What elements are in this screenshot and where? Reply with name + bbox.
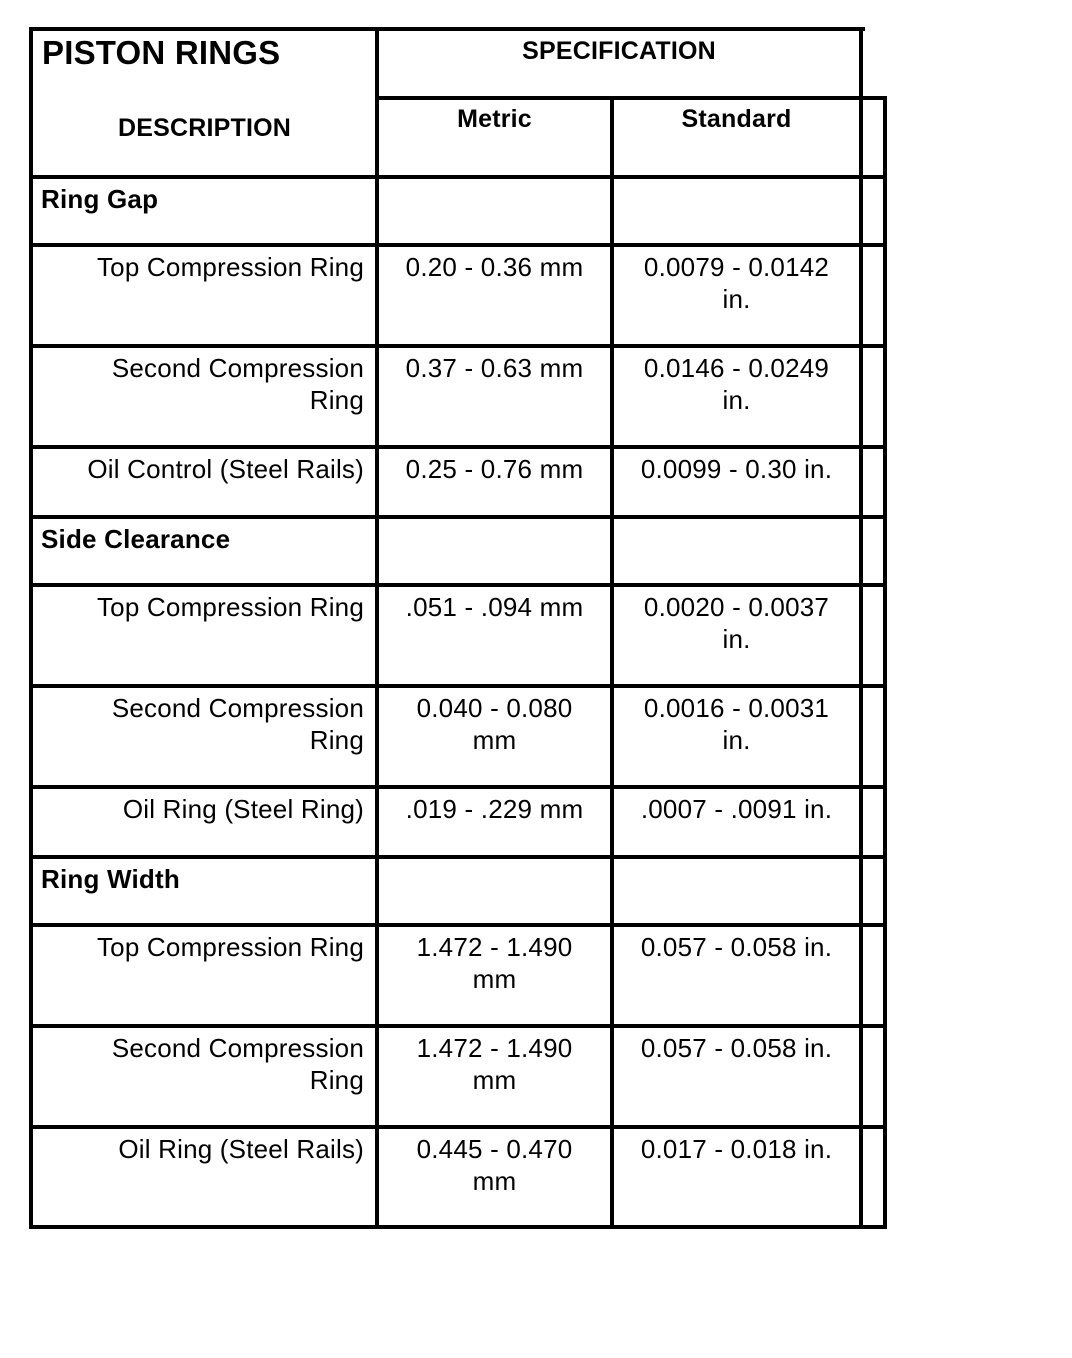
description-cell: Top Compression Ring — [96, 932, 364, 962]
row-border — [29, 583, 887, 587]
description-cell: Oil Control (Steel Rails) — [87, 454, 364, 484]
metric-value-cell — [380, 863, 609, 923]
description-cell: Oil Ring (Steel Ring) — [122, 794, 364, 824]
row-border — [29, 344, 887, 348]
row-border — [29, 175, 887, 179]
row-border — [29, 445, 887, 449]
description-cell: Second Compression Ring — [111, 353, 364, 415]
standard-value-cell — [615, 183, 858, 243]
standard-value-cell: 0.0099 - 0.30 in. — [640, 454, 833, 484]
metric-column-header: Metric — [457, 105, 532, 133]
table-left-border — [29, 27, 33, 1229]
section-label: Side Clearance — [41, 524, 231, 554]
spec-subheader-border — [375, 96, 887, 100]
row-border — [29, 515, 887, 519]
row-border — [29, 855, 887, 859]
standard-value-cell: 0.0079 - 0.0142 in. — [643, 252, 830, 314]
standard-value-cell: 0.0020 - 0.0037 in. — [643, 592, 830, 654]
description-header: DESCRIPTION — [117, 114, 292, 142]
metric-value-cell — [380, 183, 609, 243]
metric-value-cell: 0.040 - 0.080 mm — [416, 693, 573, 755]
standard-value-cell: 0.0146 - 0.0249 in. — [643, 353, 830, 415]
metric-value-cell: 0.20 - 0.36 mm — [405, 252, 584, 282]
standard-value-cell — [615, 863, 858, 923]
standard-column-header: Standard — [681, 105, 792, 133]
standard-value-cell: 0.017 - 0.018 in. — [640, 1134, 833, 1164]
table-title: PISTON RINGS — [42, 34, 281, 71]
description-cell: Top Compression Ring — [96, 252, 364, 282]
metric-value-cell: 0.25 - 0.76 mm — [405, 454, 584, 484]
description-cell: Top Compression Ring — [96, 592, 364, 622]
standard-value-cell: 0.057 - 0.058 in. — [640, 932, 833, 962]
row-border — [29, 923, 887, 927]
row-border — [29, 1024, 887, 1028]
metric-value-cell: 0.37 - 0.63 mm — [405, 353, 584, 383]
section-label: Ring Width — [41, 864, 180, 894]
row-border — [29, 1125, 887, 1129]
piston-rings-spec-table — [29, 27, 887, 1229]
table-bottom-border — [29, 1225, 887, 1229]
section-label: Ring Gap — [41, 184, 159, 214]
table-top-border — [29, 27, 865, 31]
standard-value-cell: .0007 - .0091 in. — [640, 794, 833, 824]
metric-value-cell: 1.472 - 1.490 mm — [416, 1033, 573, 1095]
metric-value-cell — [380, 523, 609, 583]
description-cell: Second Compression Ring — [111, 693, 364, 755]
metric-column-border — [610, 96, 614, 1229]
description-cell: Oil Ring (Steel Rails) — [118, 1134, 364, 1164]
specification-header: SPECIFICATION — [522, 37, 716, 65]
standard-column-border — [859, 27, 863, 1229]
description-column-border — [375, 27, 379, 1229]
standard-value-cell — [615, 523, 858, 583]
description-cell: Second Compression Ring — [111, 1033, 364, 1095]
metric-value-cell: 1.472 - 1.490 mm — [416, 932, 573, 994]
standard-value-cell: 0.0016 - 0.0031 in. — [643, 693, 830, 755]
standard-value-cell: 0.057 - 0.058 in. — [640, 1033, 833, 1063]
row-border — [29, 243, 887, 247]
metric-value-cell: 0.445 - 0.470 mm — [416, 1134, 573, 1196]
metric-value-cell: .019 - .229 mm — [405, 794, 584, 824]
metric-value-cell: .051 - .094 mm — [405, 592, 584, 622]
extra-column-border — [883, 96, 887, 1229]
row-border — [29, 684, 887, 688]
row-border — [29, 785, 887, 789]
